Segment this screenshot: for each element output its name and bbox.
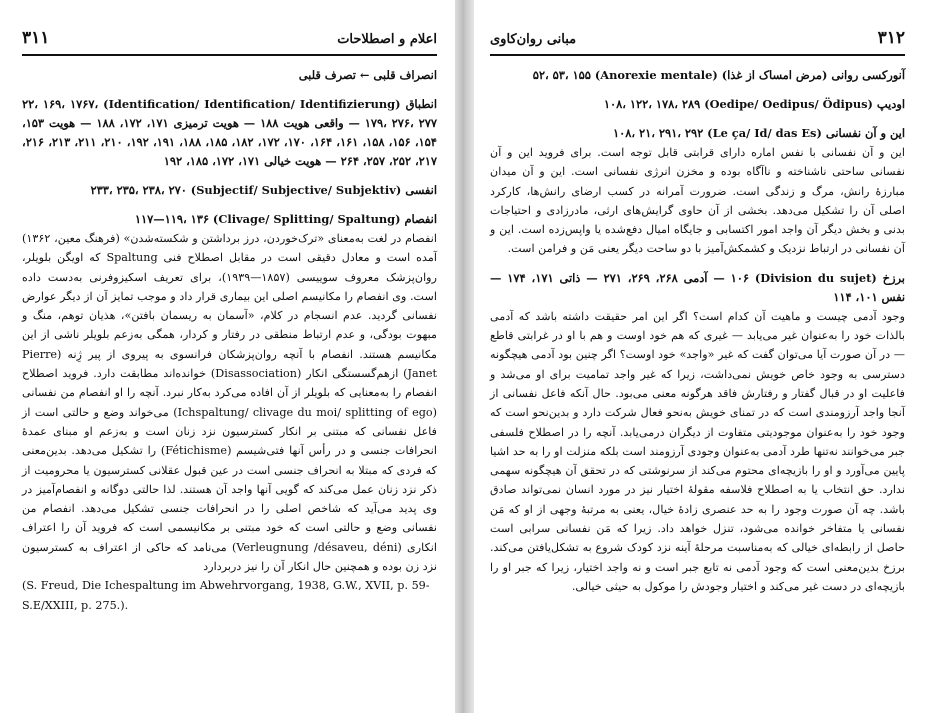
running-header (22, 28, 437, 54)
entry-term: اودیپ (876, 97, 905, 111)
entry-refs: (Division du sujet) ۱۰۶ — آدمی ۲۶۸، ۲۶۹، ۲۷۱ — ذاتی ۱۷۱، ۱۷۴ — نفس ۱۰۱، ۱۱۴ (490, 270, 905, 304)
entry-term: انفسی (405, 183, 437, 197)
entry-refs: (Anorexie mentale) ۵۲، ۵۳، ۱۵۵ (532, 68, 718, 82)
entry-refs: (Identification/ Identification/ Identifizierung) ۲۲، ۱۶۹، ۱۷۶۷، ۱۷۹، ۲۷۶، ۲۷۷ — واقعی هویت ۱۸۸ — هویت ترمیزی ۱۷۱، ۱۷۲، ۱۸۸ — هویت ۱۵۳، ۱۵۴، ۱۵۶، ۱۵۸، ۱۶۱، ۱۶۴، ۱۷۰، ۱۷۲، ۱۸۲، ۱۸۵، ۱۸۸، ۱۹۱، ۱۹۲، ۲۱۰، ۲۱۱، ۲۱۳، ۲۱۶، ۲۱۷، ۲۵۲، ۲۵۷، ۲۶۴ — هویت خیالی ۱۷۱، ۱۷۲، ۱۸۵، ۱۹۲ (22, 97, 437, 168)
entry-citation: (S. Freud, Die Ichespaltung im Abwehrvorgang, 1938, G.W., XVII, p. 59-S.E/XXIII, p. 275.). (22, 579, 430, 612)
glossary-entry (490, 66, 905, 85)
entry-term: انفصام (404, 212, 437, 226)
running-header (490, 28, 905, 54)
glossary-entry (490, 124, 905, 259)
entry-body: انفصام در لغت به‌معنای «ترک‌خوردن، درز برداشتن و شکسته‌شدن» (فرهنگ معین، ۱۳۶۲) آمده است و معادل دقیقی است در مقابل اصطلاح فنی Spaltung که اویگن بلویلر، روان‌پزشک معروف سوییسی (۱۸۵۷—۱۹۳۹)، برای تعریف اسکیزوفرنی به‌دست داده است. وی انفصام را مکانیسم اصلی این بیماری قرار داد و موجب تمایز آن از دیگر عوارض نفسانی گردید. عدم انسجام در کلام، «آسمان به ریسمان بافتن»، هذیان توهم، منگ و مبهوت بودگی، و عدم ارتباط منطقی در رفتار و کردار، همگی به‌زعم بلویلر ناشی از این مکانیسم هستند. انفصام با آنچه روان‌پزشکان فرانسوی به پیروی از پیر ژِنه (Pierre Janet) ازهم‌گسستگی انکار (Disassociation) خوانده‌اند مطابقت دارد. فروید اصطلاح انفصام را به‌معنایی که بلویلر از آن افاده می‌کرد به‌کار نبرد. آنچه را او انفصام من نفسانی (Ichspaltung/ clivage du moi/ splitting of ego) می‌خواند وضع و حالتی است از فاعل نفسانی که مبتنی بر انکار کسترسیون نزد زنان است و به‌زعم او مبنای عمدهٔ انحرافات جنسی و در رأس آنها فتی‌شیسم (Fétichisme) را تشکیل می‌دهد. بدین‌معنی که فردی که مبتلا به انحراف جنسی است در عین قبول عقلانی کسترسیون یا محرومیت از ذکر نزد زنان عمل می‌کند که گویی آنها واجد آن هستند. لذا حالتی دوگانه و انفصام‌آمیز در وی پدید می‌آید که شاخص اصلی را در انحرافات جنسی تشکیل می‌دهد. انفصام من نفسانی وضع و حالتی است که خود مبتنی بر مکانیسمی است که فروید آن را اعتراف انکاری (Verleugnung /désaveu, déni) می‌نامد که حاکی از اعتراف به کسترسیون نزد زن بوده و همچنین حال انکار آن را نیز دربردارد (22, 232, 437, 574)
entry-refs: (Clivage/ Splitting/ Spaltung) ۱۱۷—۱۱۹، ۱۳۶ (134, 212, 401, 226)
left-page (0, 0, 455, 713)
page-number: ۳۱۲ (877, 28, 905, 48)
glossary-entry (22, 210, 437, 615)
glossary-entry (22, 66, 437, 85)
header-rule (490, 54, 905, 56)
entry-body: وجود آدمی چیست و ماهیت آن کدام است؟ اگر این امر حقیقت داشته باشد که آدمی بالذات خود را به‌عنوان غیر می‌یابد — غیری که هم خود اوست و هم با او در غرابتی قاطع — در آن صورت آیا می‌توان گفت که غیر «واجد» خود اوست؟ اگر چنین بود آدمی هیچگونه دسترسی به وجود خاص خویش نمی‌داشت، زیرا که غیر واجد تمامیت برای او می‌شد و فاعلیت او در قبال گفتار و رفتارش فاقد هرگونه معنی می‌بود. حال آنکه فاعل نفسانی از آنجا واجد آرزومندی است که در تمنای خویش به‌نحو فعال شرکت دارد و بدین‌نحو است که وجود خود را به‌عنوان موجودیتی متفاوت از دیگران درمی‌یابد. آنچه را در اصطلاح فلسفی جبر می‌خوانند نه‌تنها طرد آدمی به‌عنوان وجودی آرزومند است بلکه منزلت او را به حد اشیا پایین می‌آورد و او را بازیچه‌ای محتوم می‌کند از سرنوشتی که در تحقق آن هیچگونه سهمی ندارد. حق انتخاب یا به اصطلاح فلاسفه مقولهٔ اختیار نیز در مورد انسان نمی‌تواند صادق باشد. چه آن صورت وجود را به حد عنصری زادهٔ خیال، یعنی به مرتبهٔ وجهی از او که مَن نفسانی یا متفاخر خوانده می‌شود، تنزل خواهد داد. زیرا که مَن نفسانی سرابی است حاصل از رابطه‌ای خیالی که به‌مناسبت مرحلهٔ آینه نزد کودک شروع به تشکل‌یافتن می‌کند. برزخ بدین‌معنی است که وجود آدمی نه تابع جبر است و نه واجد اختیار، زیرا که جبر او را بازیچه‌ای در دست غیر می‌کند و اختیار وجودش را موکول به حیثی خیالی. (490, 309, 905, 593)
entry-refs: (Oedipe/ Oedipus/ Ödipus) ۱۰۸، ۱۲۲، ۱۷۸، ۲۸۹ (603, 97, 873, 111)
entry-term: آنورکسی روانی (مرض امساک از غذا) (721, 68, 905, 82)
entry-body: این و آن نفسانی با نفس اماره دارای قرابتی قابل توجه است. برای فروید این و آن نفسانی ساحتی ناشناخته و ناآگاه بوده و مخزن انرژی نفسانی است. این و آن میدان مبارزهٔ رانش، مرگ و زندگی است. ضرورت آمرانه در کسب ارضای رانش‌ها، کارکرد اصلی آن را تشکیل می‌دهد. بخشی از آن حاوی گرایش‌های ارثی، مادرزادی و احتیاجات بدنی و بخش دیگر آن واجد امور اکتسابی و جایگاه امیال دفع‌شده یا واپس‌زده است. این و آن نفسانی در ارتباط نزدیک و کشمکش‌آمیز با دو ساحت دیگر یعنی مَن و فرامن است. (490, 146, 905, 256)
glossary-entry (490, 269, 905, 596)
glossary-entry (22, 95, 437, 171)
header-rule (22, 54, 437, 56)
entry-term: برزخ (882, 270, 905, 285)
entry-term: این و آن نفسانی (825, 126, 905, 140)
glossary-entry (22, 181, 437, 200)
book-gutter (455, 0, 474, 713)
entry-refs: (Le ça/ Id/ das Es) ۱۰۸، ۲۱، ۲۹۱، ۲۹۲ (612, 126, 822, 140)
glossary-entry (490, 95, 905, 114)
header-title: اعلام و اصطلاحات (337, 32, 437, 47)
entry-refs: (Subjectif/ Subjective/ Subjektiv) ۲۳۳، ۲۳۵، ۲۳۸، ۲۷۰ (90, 183, 402, 197)
entry-term: انصراف قلبی ← تصرف قلبی (298, 68, 437, 82)
page-number: ۳۱۱ (22, 28, 50, 48)
header-title: مبانی روان‌کاوی (490, 32, 577, 47)
right-page (474, 0, 929, 713)
entry-term: انطباق (405, 97, 438, 111)
